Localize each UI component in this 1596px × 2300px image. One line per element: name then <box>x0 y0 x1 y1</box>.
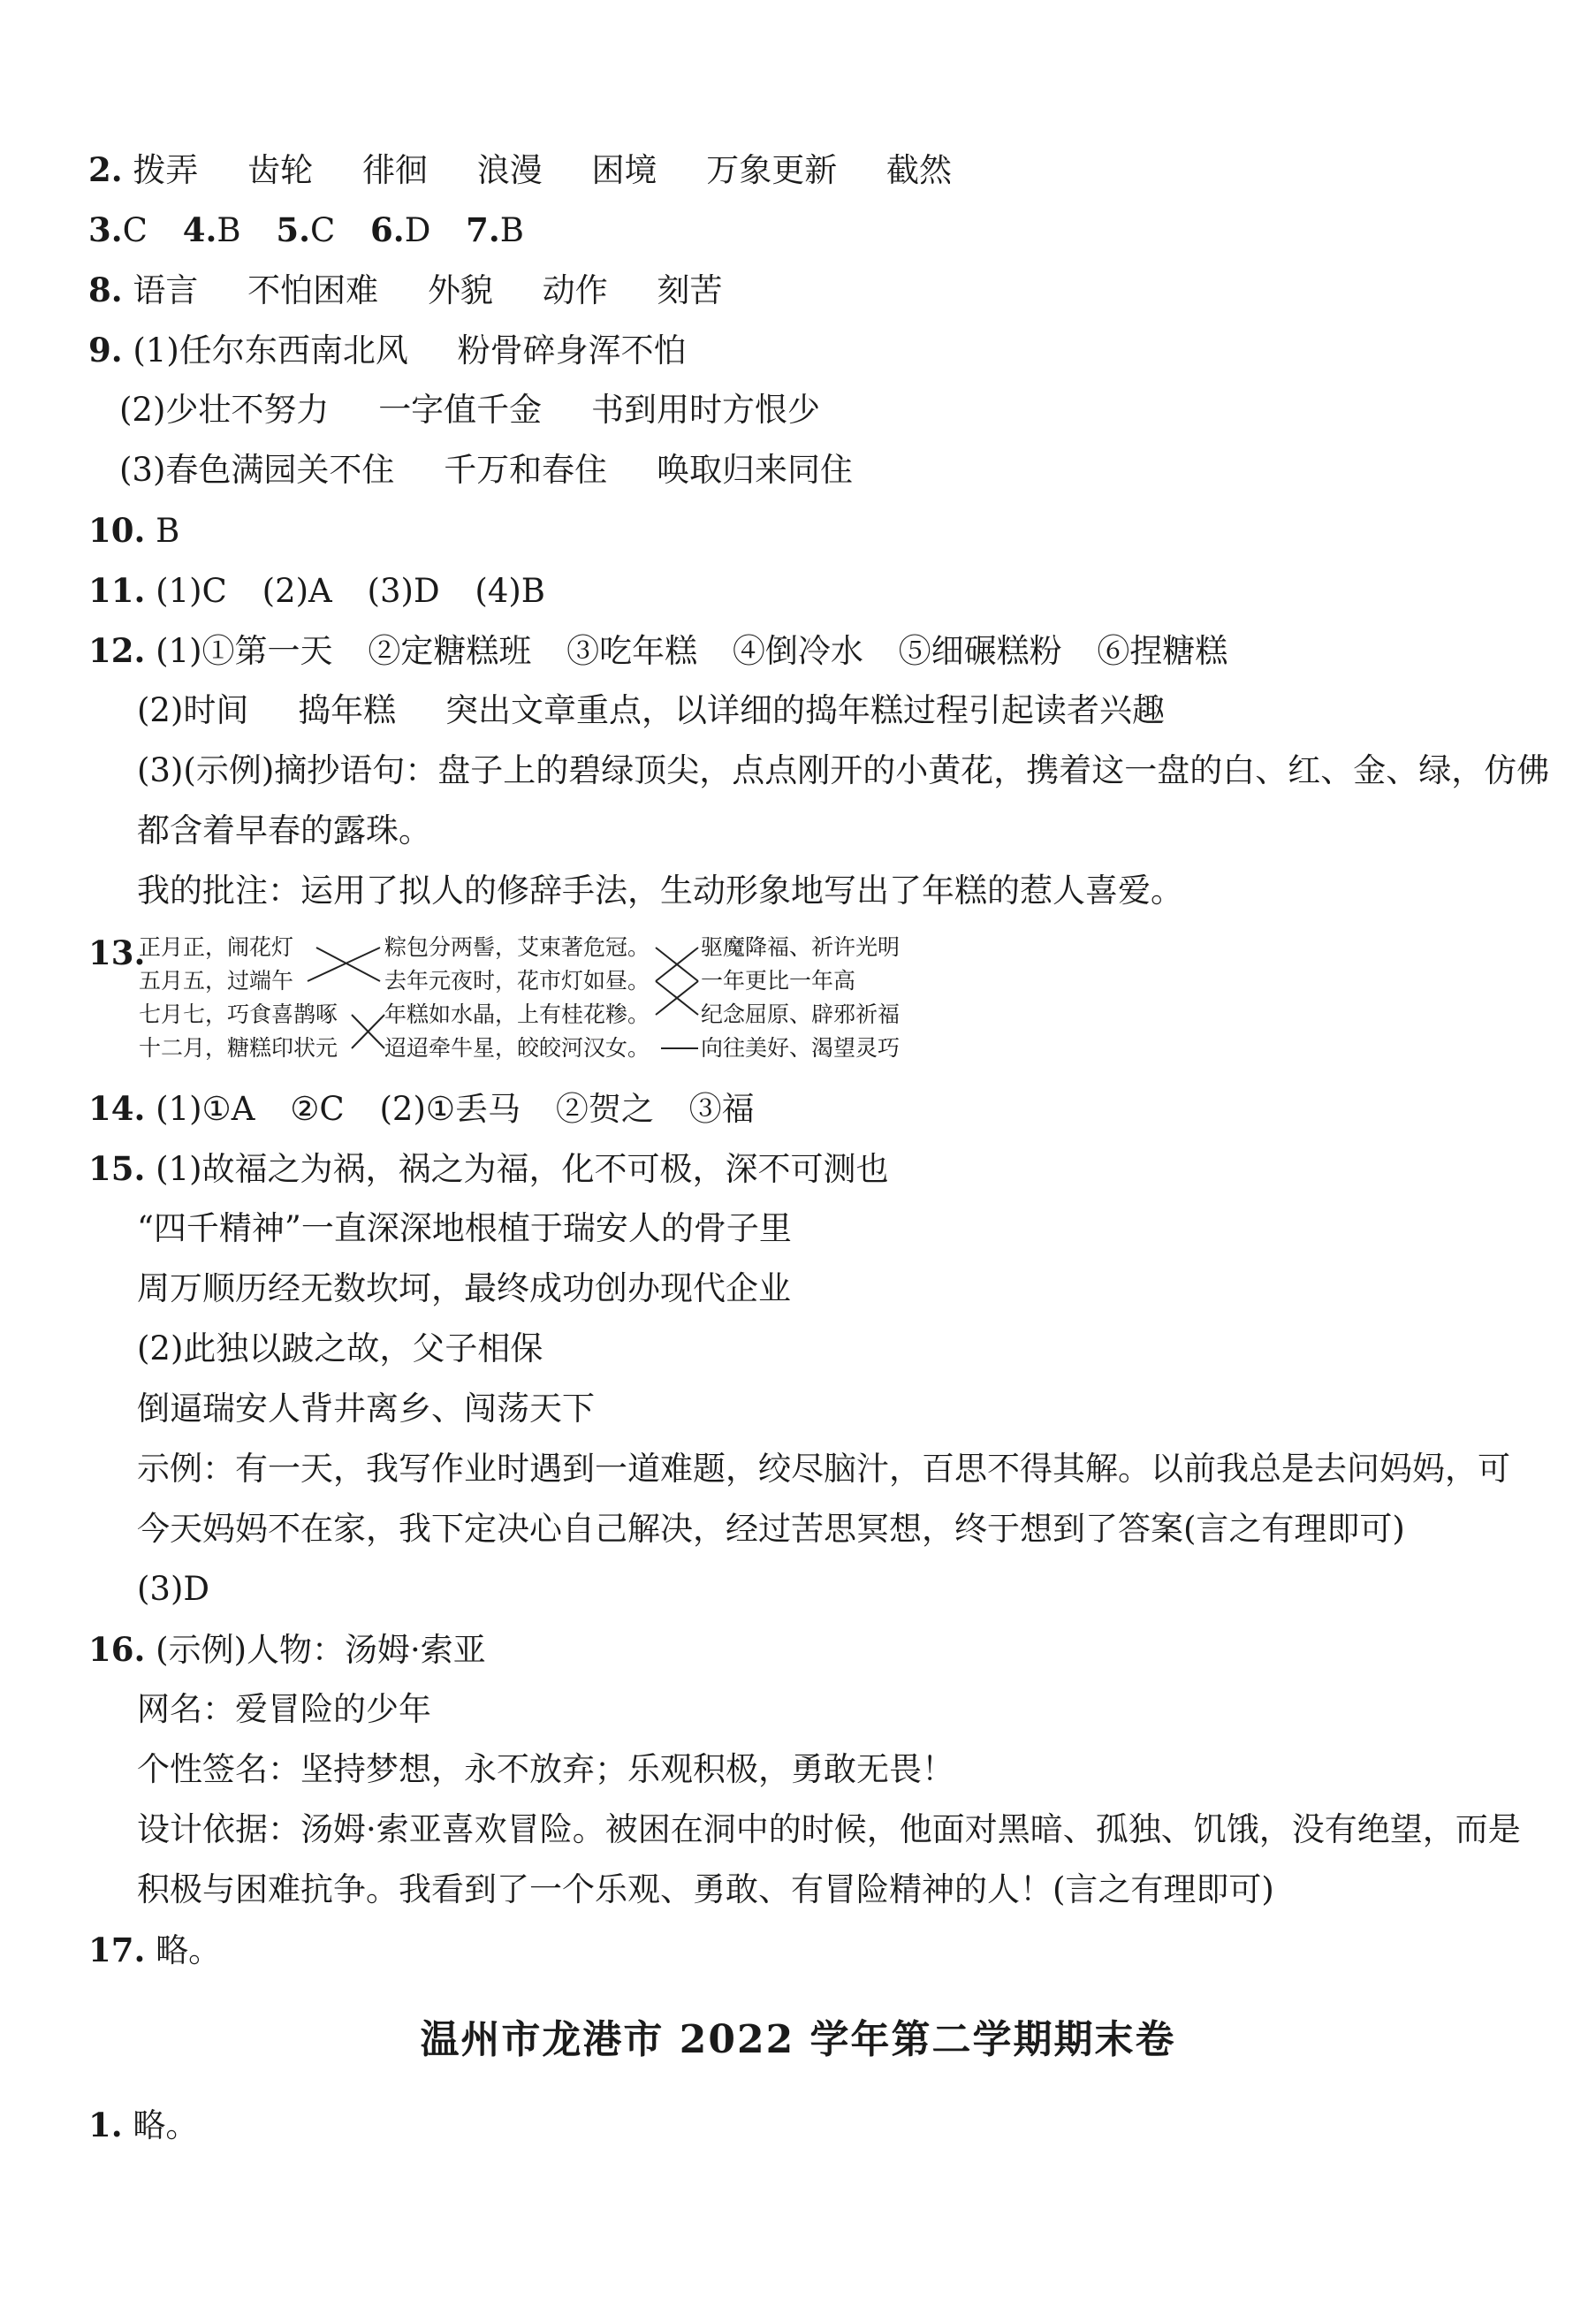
q16-num: 16. <box>88 1630 146 1669</box>
q9-part: 书到用时方恨少 <box>590 391 820 429</box>
q14-item: ③福 <box>688 1090 755 1128</box>
q8-item: 不怕困难 <box>247 271 379 309</box>
q12-part: (2)时间 <box>137 691 249 729</box>
q17-answer: 略。 <box>156 1931 222 1969</box>
q16-line-4: 设计依据：汤姆·索亚喜欢冒险。被困在洞中的时候，他面对黑暗、孤独、饥饿，没有绝望，而是 <box>137 1810 1521 1848</box>
q15-line-1 <box>88 1147 1516 1191</box>
q13-festival: 五月五，过端午 <box>139 968 294 994</box>
q13-meaning: 一年更比一年高 <box>701 968 856 994</box>
q13-poem: 去年元夜时，花市灯如昼。 <box>384 968 650 994</box>
q15-line-6: 示例：有一天，我写作业时遇到一道难题，绞尽脑汁，百思不得其解。以前我总是去问妈妈，可 <box>137 1450 1510 1488</box>
section-title: 温州市龙港市 2022 学年第二学期期末卷 <box>420 2017 1176 2062</box>
q10-num: 10. <box>88 511 146 550</box>
q11-item: (2)A <box>262 572 332 610</box>
s2-q1-num: 1. <box>88 2106 123 2144</box>
q9-part: (3)春色满园关不住 <box>119 451 395 489</box>
q13-meaning: 驱魔降福、祈许光明 <box>701 934 901 960</box>
q13-festival: 正月正，闹花灯 <box>139 934 294 960</box>
q15-num: 15. <box>88 1149 146 1188</box>
q7-num: 7. <box>466 210 500 249</box>
q9-part: 粉骨碎身浑不怕 <box>457 331 687 369</box>
q2-num: 2. <box>88 150 123 189</box>
q8-item: 动作 <box>542 271 608 309</box>
q12-line-3: (3)(示例)摘抄语句：盘子上的碧绿顶尖，点点刚开的小黄花，携着这一盘的白、红、金、绿，仿佛 <box>137 751 1550 789</box>
q12-part: 突出文章重点，以详细的捣年糕过程引起读者兴趣 <box>445 691 1165 729</box>
q16-line-1 <box>88 1628 1516 1672</box>
q2-item: 浪漫 <box>476 151 543 189</box>
q13-meaning: 纪念屈原、辟邪祈福 <box>701 1001 901 1027</box>
q15-line-3: 周万顺历经无数坎坷，最终成功创办现代企业 <box>137 1269 791 1307</box>
q13-poem: 粽包分两髻，艾束著危冠。 <box>384 934 650 960</box>
q15-text: (1)故福之为祸，祸之为福，化不可极，深不可测也 <box>156 1150 889 1188</box>
q8-item: 外貌 <box>427 271 493 309</box>
q12-line-4: 都含着早春的露珠。 <box>137 811 431 849</box>
q15-line-7: 今天妈妈不在家，我下定决心自己解决，经过苦思冥想，终于想到了答案(言之有理即可) <box>137 1510 1405 1548</box>
q12-step: ⑤细碾糕粉 <box>898 632 1062 670</box>
q9-part: (2)少壮不努力 <box>119 391 330 429</box>
q9-num: 9. <box>88 331 123 369</box>
q13-poem: 年糕如水晶，上有桂花糁。 <box>384 1001 650 1027</box>
q15-line-8: (3)D <box>137 1570 210 1608</box>
q12-part: 捣年糕 <box>298 691 397 729</box>
q12-step: ②定糖糕班 <box>368 632 532 670</box>
q9-part: 唤取归来同住 <box>656 451 853 489</box>
q13-connector-lines <box>0 0 1596 1114</box>
q14-num: 14. <box>88 1089 146 1128</box>
q6-num: 6. <box>370 210 405 249</box>
q12-step: (1)①第一天 <box>156 632 333 670</box>
q13-festival: 七月七，巧食喜鹊啄 <box>139 1001 338 1027</box>
q14-item: (1)①A <box>156 1090 255 1128</box>
q12-step: ⑥捏糖糕 <box>1097 632 1228 670</box>
q16-line-3: 个性签名：坚持梦想，永不放弃；乐观积极，勇敢无畏！ <box>137 1750 954 1788</box>
q13-poem: 迢迢牵牛星，皎皎河汉女。 <box>384 1035 650 1061</box>
q2-item: 截然 <box>886 151 952 189</box>
q3-answer: C <box>122 211 148 249</box>
q14-item: ②贺之 <box>555 1090 654 1128</box>
q17-num: 17. <box>88 1931 146 1969</box>
q9-part: 千万和春住 <box>444 451 608 489</box>
q17-line <box>88 1929 1516 1972</box>
q8-item: 刻苦 <box>657 271 723 309</box>
q13-num: 13. <box>88 933 146 972</box>
q13-meaning: 向往美好、渴望灵巧 <box>701 1035 901 1061</box>
q2-item: 徘徊 <box>361 151 428 189</box>
q6-answer: D <box>404 211 431 249</box>
q13-festival: 十二月，糖糕印状元 <box>139 1035 338 1061</box>
s2-q1-answer: 略。 <box>133 2106 199 2144</box>
q14-item: ②C <box>290 1090 345 1128</box>
q4-num: 4. <box>182 210 217 249</box>
q12-num: 12. <box>88 631 146 670</box>
q5-num: 5. <box>276 210 310 249</box>
q16-line-5: 积极与困难抗争。我看到了一个乐观、勇敢、有冒险精神的人！(言之有理即可) <box>137 1870 1274 1908</box>
q2-item: 万象更新 <box>706 151 838 189</box>
q8-item: 语言 <box>133 271 199 309</box>
q11-item: (4)B <box>475 572 545 610</box>
q2-item: 齿轮 <box>247 151 314 189</box>
q12-step: ④倒冷水 <box>732 632 863 670</box>
q2-item: 拨弄 <box>133 151 199 189</box>
q15-line-4: (2)此独以跛之故，父子相保 <box>137 1329 543 1367</box>
q15-line-5: 倒逼瑞安人背井离乡、闯荡天下 <box>137 1390 595 1428</box>
q4-answer: B <box>217 211 241 249</box>
q11-num: 11. <box>88 571 146 610</box>
q9-part: (1)任尔东西南北风 <box>133 331 408 369</box>
s2-q1-line <box>88 2104 1516 2147</box>
q14-item: (2)①丢马 <box>379 1090 521 1128</box>
q2-item: 困境 <box>591 151 657 189</box>
q12-step: ③吃年糕 <box>566 632 698 670</box>
q12-line-5: 我的批注：运用了拟人的修辞手法，生动形象地写出了年糕的惹人喜爱。 <box>137 872 1183 910</box>
q11-item: (1)C <box>156 572 227 610</box>
q5-answer: C <box>309 211 336 249</box>
q7-answer: B <box>499 211 524 249</box>
q16-line-2: 网名：爱冒险的少年 <box>137 1690 431 1728</box>
q11-item: (3)D <box>367 572 440 610</box>
q9-part: 一字值千金 <box>378 391 543 429</box>
q3-num: 3. <box>88 210 123 249</box>
q10-answer: B <box>156 512 180 550</box>
q15-line-2: “四千精神”一直深深地根植于瑞安人的骨子里 <box>137 1209 792 1247</box>
q16-text: (示例)人物：汤姆·索亚 <box>156 1631 486 1669</box>
q8-num: 8. <box>88 270 123 309</box>
q14-line <box>88 1087 1516 1131</box>
